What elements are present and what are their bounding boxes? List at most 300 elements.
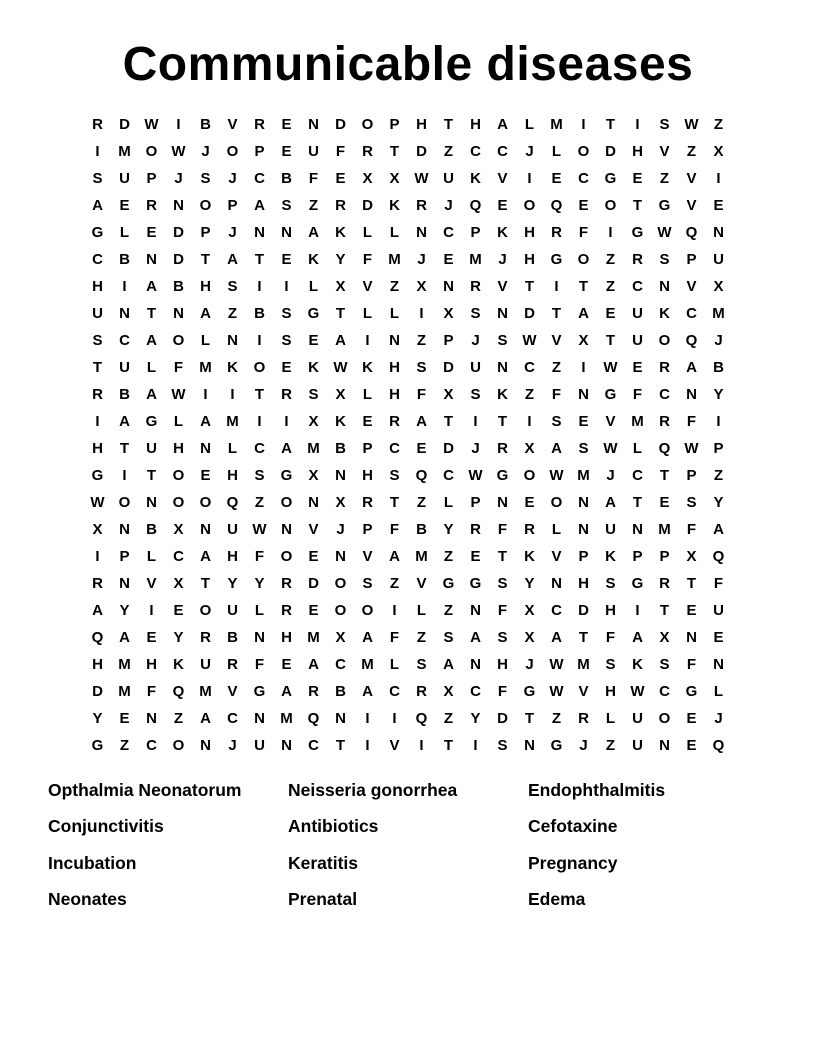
grid-letter: N: [443, 278, 454, 295]
grid-letter: A: [200, 305, 211, 322]
grid-letter: I: [419, 305, 424, 322]
grid-letter: G: [307, 305, 320, 322]
grid-letter: K: [497, 224, 508, 241]
grid-letter: B: [335, 683, 346, 700]
grid-letter: O: [226, 143, 239, 160]
grid-letter: R: [308, 683, 319, 700]
grid-letter: Z: [605, 251, 616, 268]
grid-letter: C: [443, 224, 454, 241]
grid-letter: F: [686, 413, 697, 430]
grid-letter: S: [497, 629, 508, 646]
grid-letter: P: [686, 251, 697, 268]
grid-letter: H: [389, 386, 400, 403]
grid-letter: O: [334, 602, 347, 619]
grid-letter: V: [362, 548, 373, 565]
grid-letter: A: [497, 116, 508, 133]
grid-letter: Y: [254, 575, 265, 592]
grid-letter: U: [308, 143, 319, 160]
grid-letter: P: [200, 224, 211, 241]
grid-letter: F: [578, 224, 589, 241]
grid-letter: P: [119, 548, 130, 565]
grid-letter: Y: [524, 575, 535, 592]
grid-letter: P: [713, 440, 724, 457]
grid-letter: K: [173, 656, 184, 673]
grid-letter: J: [471, 332, 480, 349]
grid-letter: L: [173, 413, 184, 430]
grid-letter: V: [497, 170, 508, 187]
grid-letter: R: [470, 521, 481, 538]
grid-letter: R: [524, 521, 535, 538]
grid-letter: S: [605, 656, 616, 673]
grid-letter: G: [145, 413, 158, 430]
grid-letter: I: [257, 413, 262, 430]
grid-letter: C: [470, 683, 481, 700]
grid-letter: I: [473, 413, 478, 430]
grid-letter: S: [497, 332, 508, 349]
grid-letter: R: [335, 197, 346, 214]
grid-letter: T: [335, 737, 346, 754]
grid-letter: I: [716, 413, 721, 430]
grid-letter: F: [308, 170, 319, 187]
grid-letter: Z: [551, 359, 562, 376]
grid-letter: L: [362, 305, 373, 322]
grid-letter: O: [523, 467, 536, 484]
grid-letter: K: [632, 656, 643, 673]
grid-letter: J: [714, 332, 723, 349]
grid-letter: Y: [713, 494, 724, 511]
grid-letter: M: [415, 548, 428, 565]
grid-letter: P: [578, 548, 589, 565]
grid-letter: P: [470, 224, 481, 241]
grid-letter: A: [146, 386, 157, 403]
grid-letter: L: [308, 278, 319, 295]
grid-letter: J: [228, 737, 237, 754]
word-list-item: Opthalmia Neonatorum: [48, 780, 242, 800]
grid-letter: N: [551, 575, 562, 592]
grid-letter: J: [417, 251, 426, 268]
grid-letter: T: [605, 116, 616, 133]
grid-letter: X: [416, 278, 427, 295]
grid-letter: V: [362, 278, 373, 295]
grid-letter: H: [632, 143, 643, 160]
grid-letter: V: [308, 521, 319, 538]
grid-letter: J: [228, 224, 237, 241]
grid-letter: H: [227, 548, 238, 565]
grid-letter: T: [146, 305, 157, 322]
grid-letter: R: [416, 683, 427, 700]
grid-letter: M: [631, 413, 644, 430]
grid-letter: C: [659, 386, 670, 403]
grid-letter: K: [524, 548, 535, 565]
grid-letter: E: [659, 494, 670, 511]
grid-letter: L: [119, 224, 130, 241]
grid-letter: U: [470, 359, 481, 376]
grid-letter: N: [146, 251, 157, 268]
grid-letter: R: [200, 629, 211, 646]
grid-letter: E: [686, 737, 697, 754]
grid-letter: T: [686, 575, 697, 592]
grid-letter: T: [443, 737, 454, 754]
grid-letter: X: [524, 629, 535, 646]
grid-letter: F: [686, 521, 697, 538]
grid-letter: M: [226, 413, 239, 430]
grid-letter: S: [659, 251, 670, 268]
grid-letter: X: [578, 332, 589, 349]
grid-letter: O: [361, 602, 374, 619]
grid-letter: P: [362, 521, 373, 538]
grid-letter: A: [605, 494, 616, 511]
grid-letter: I: [257, 332, 262, 349]
grid-letter: J: [525, 143, 534, 160]
grid-letter: T: [335, 305, 346, 322]
grid-letter: A: [281, 683, 292, 700]
grid-letter: S: [92, 170, 103, 187]
grid-letter: G: [685, 683, 698, 700]
grid-letter: L: [632, 440, 643, 457]
grid-letter: D: [92, 683, 103, 700]
page-title: Communicable diseases: [122, 38, 694, 91]
grid-letter: I: [284, 278, 289, 295]
grid-letter: O: [280, 548, 293, 565]
grid-letter: M: [388, 251, 401, 268]
grid-letter: N: [497, 305, 508, 322]
grid-letter: V: [605, 413, 616, 430]
grid-letter: Q: [415, 467, 428, 484]
grid-letter: S: [281, 197, 292, 214]
grid-letter: G: [91, 467, 104, 484]
grid-letter: Q: [307, 710, 320, 727]
grid-letter: G: [631, 575, 644, 592]
grid-letter: B: [119, 251, 130, 268]
grid-letter: Q: [172, 683, 185, 700]
grid-letter: V: [227, 116, 238, 133]
grid-letter: E: [146, 629, 157, 646]
grid-letter: N: [200, 521, 211, 538]
grid-letter: V: [686, 278, 697, 295]
grid-letter: W: [90, 494, 105, 511]
grid-letter: E: [119, 710, 130, 727]
grid-letter: I: [608, 224, 613, 241]
grid-letter: N: [713, 656, 724, 673]
grid-letter: T: [254, 386, 265, 403]
grid-letter: O: [172, 737, 185, 754]
grid-letter: K: [335, 413, 346, 430]
grid-letter: D: [173, 251, 184, 268]
grid-letter: A: [443, 656, 454, 673]
grid-letter: Z: [443, 710, 454, 727]
grid-letter: F: [551, 386, 562, 403]
grid-letter: T: [578, 629, 589, 646]
grid-letter: W: [549, 467, 564, 484]
grid-letter: G: [631, 224, 644, 241]
grid-letter: N: [281, 224, 292, 241]
grid-letter: Z: [389, 575, 400, 592]
grid-letter: H: [92, 440, 103, 457]
grid-letter: T: [551, 305, 562, 322]
grid-letter: S: [659, 116, 670, 133]
grid-letter: N: [470, 602, 481, 619]
grid-letter: J: [471, 440, 480, 457]
grid-letter: I: [635, 116, 640, 133]
grid-letter: E: [578, 197, 589, 214]
grid-letter: J: [336, 521, 345, 538]
grid-letter: C: [686, 305, 697, 322]
grid-letter: V: [416, 575, 427, 592]
grid-letter: B: [254, 305, 265, 322]
grid-letter: E: [713, 197, 724, 214]
grid-letter: E: [281, 143, 292, 160]
grid-letter: C: [173, 548, 184, 565]
grid-letter: S: [362, 575, 373, 592]
grid-letter: U: [227, 521, 238, 538]
grid-letter: N: [578, 386, 589, 403]
grid-letter: A: [416, 413, 427, 430]
grid-letter: N: [146, 494, 157, 511]
grid-letter: M: [577, 467, 590, 484]
grid-letter: N: [254, 224, 265, 241]
grid-letter: Y: [119, 602, 130, 619]
grid-letter: X: [335, 386, 346, 403]
grid-letter: F: [632, 386, 643, 403]
grid-letter: T: [200, 251, 211, 268]
grid-letter: U: [200, 656, 211, 673]
grid-letter: N: [389, 332, 400, 349]
grid-letter: A: [227, 251, 238, 268]
grid-letter: Z: [686, 143, 697, 160]
grid-letter: J: [498, 251, 507, 268]
grid-letter: U: [443, 170, 454, 187]
grid-letter: O: [253, 359, 266, 376]
grid-letter: H: [146, 656, 157, 673]
grid-letter: Z: [227, 305, 238, 322]
grid-letter: H: [281, 629, 292, 646]
grid-letter: Z: [713, 467, 724, 484]
grid-letter: K: [659, 305, 670, 322]
grid-letter: P: [146, 170, 157, 187]
grid-letter: L: [362, 224, 373, 241]
grid-letter: F: [497, 683, 508, 700]
grid-letter: I: [122, 467, 127, 484]
grid-letter: L: [200, 332, 211, 349]
grid-letter: G: [496, 467, 509, 484]
grid-letter: J: [228, 170, 237, 187]
grid-letter: S: [470, 305, 481, 322]
grid-letter: C: [92, 251, 103, 268]
grid-letter: N: [524, 737, 535, 754]
grid-letter: P: [443, 332, 454, 349]
grid-letter: X: [335, 494, 346, 511]
grid-letter: C: [659, 683, 670, 700]
grid-letter: V: [551, 548, 562, 565]
grid-letter: A: [362, 629, 373, 646]
grid-letter: N: [713, 224, 724, 241]
grid-letter: E: [200, 467, 211, 484]
grid-letter: X: [308, 413, 319, 430]
grid-letter: A: [578, 305, 589, 322]
grid-letter: M: [307, 629, 320, 646]
grid-letter: U: [713, 602, 724, 619]
grid-letter: V: [497, 278, 508, 295]
grid-letter: I: [554, 278, 559, 295]
grid-letter: X: [713, 278, 724, 295]
word-list-item: Pregnancy: [528, 852, 618, 873]
grid-letter: E: [281, 251, 292, 268]
grid-letter: T: [119, 440, 130, 457]
grid-letter: H: [389, 359, 400, 376]
grid-letter: I: [95, 413, 100, 430]
grid-letter: Z: [551, 710, 562, 727]
grid-letter: H: [605, 683, 616, 700]
grid-letter: G: [658, 197, 671, 214]
grid-letter: E: [281, 656, 292, 673]
word-list: [48, 778, 768, 924]
grid-letter: W: [171, 386, 186, 403]
grid-letter: I: [716, 170, 721, 187]
grid-letter: C: [227, 710, 238, 727]
grid-letter: T: [524, 710, 535, 727]
grid-letter: E: [713, 629, 724, 646]
grid-letter: F: [254, 656, 265, 673]
grid-letter: A: [119, 413, 130, 430]
grid-letter: I: [230, 386, 235, 403]
grid-letter: U: [632, 710, 643, 727]
grid-letter: X: [335, 278, 346, 295]
grid-letter: N: [686, 386, 697, 403]
grid-letter: H: [470, 116, 481, 133]
grid-letter: E: [281, 116, 292, 133]
grid-letter: D: [173, 224, 184, 241]
grid-letter: E: [524, 494, 535, 511]
grid-letter: B: [335, 440, 346, 457]
grid-letter: H: [92, 656, 103, 673]
grid-letter: A: [551, 440, 562, 457]
grid-letter: U: [605, 521, 616, 538]
grid-letter: F: [362, 251, 373, 268]
grid-letter: N: [254, 629, 265, 646]
grid-letter: A: [146, 278, 157, 295]
word-list-item: Incubation: [48, 852, 137, 873]
grid-letter: P: [470, 494, 481, 511]
grid-letter: L: [389, 656, 400, 673]
grid-letter: S: [308, 386, 319, 403]
grid-letter: R: [389, 413, 400, 430]
grid-letter: G: [253, 683, 266, 700]
grid-letter: U: [146, 440, 157, 457]
grid-letter: E: [173, 602, 184, 619]
grid-letter: E: [308, 332, 319, 349]
grid-letter: S: [686, 494, 697, 511]
grid-letter: N: [632, 521, 643, 538]
grid-letter: Q: [712, 737, 725, 754]
grid-letter: L: [416, 602, 427, 619]
grid-letter: E: [497, 197, 508, 214]
grid-letter: U: [227, 602, 238, 619]
grid-letter: I: [122, 278, 127, 295]
grid-letter: Y: [227, 575, 238, 592]
grid-letter: E: [632, 359, 643, 376]
grid-letter: N: [335, 467, 346, 484]
grid-letter: N: [200, 440, 211, 457]
grid-letter: U: [254, 737, 265, 754]
grid-letter: Y: [443, 521, 454, 538]
grid-letter: N: [281, 521, 292, 538]
grid-letter: U: [92, 305, 103, 322]
grid-letter: A: [119, 629, 130, 646]
grid-letter: O: [199, 197, 212, 214]
grid-letter: D: [335, 116, 346, 133]
word-list-item: Antibiotics: [288, 816, 379, 837]
grid-letter: S: [551, 413, 562, 430]
grid-letter: X: [443, 683, 454, 700]
grid-letter: B: [173, 278, 184, 295]
grid-letter: Z: [416, 494, 427, 511]
grid-letter: F: [173, 359, 184, 376]
grid-letter: Q: [415, 710, 428, 727]
grid-letter: D: [443, 359, 454, 376]
grid-letter: N: [119, 521, 130, 538]
grid-letter: W: [603, 440, 618, 457]
grid-letter: X: [335, 629, 346, 646]
grid-letter: R: [578, 710, 589, 727]
grid-letter: A: [308, 656, 319, 673]
grid-letter: N: [335, 710, 346, 727]
grid-letter: T: [389, 494, 400, 511]
grid-letter: R: [362, 143, 373, 160]
grid-letter: N: [281, 737, 292, 754]
grid-letter: C: [254, 440, 265, 457]
grid-letter: O: [118, 494, 131, 511]
grid-letter: L: [362, 386, 373, 403]
grid-letter: E: [416, 440, 427, 457]
grid-letter: H: [200, 278, 211, 295]
grid-letter: N: [416, 224, 427, 241]
grid-letter: M: [199, 683, 212, 700]
grid-letter: I: [95, 548, 100, 565]
grid-letter: X: [308, 467, 319, 484]
grid-letter: A: [362, 683, 373, 700]
word-list-item: Neonates: [48, 889, 127, 910]
grid-letter: X: [686, 548, 697, 565]
grid-letter: G: [604, 170, 617, 187]
grid-letter: C: [632, 278, 643, 295]
grid-letter: W: [657, 224, 672, 241]
grid-letter: X: [389, 170, 400, 187]
grid-letter: U: [119, 170, 130, 187]
grid-letter: V: [227, 683, 238, 700]
grid-letter: S: [281, 305, 292, 322]
grid-letter: C: [524, 359, 535, 376]
grid-letter: X: [713, 143, 724, 160]
grid-letter: R: [92, 116, 103, 133]
grid-letter: Q: [469, 197, 482, 214]
grid-letter: D: [497, 710, 508, 727]
grid-letter: T: [92, 359, 103, 376]
grid-letter: E: [146, 224, 157, 241]
grid-letter: V: [146, 575, 157, 592]
grid-letter: L: [389, 224, 400, 241]
grid-letter: S: [281, 332, 292, 349]
grid-letter: I: [527, 413, 532, 430]
grid-letter: T: [632, 197, 643, 214]
grid-letter: B: [200, 116, 211, 133]
grid-letter: F: [497, 602, 508, 619]
grid-letter: W: [468, 467, 483, 484]
grid-letter: Q: [658, 440, 671, 457]
grid-letter: S: [443, 629, 454, 646]
grid-letter: W: [333, 359, 348, 376]
grid-letter: T: [659, 602, 670, 619]
grid-letter: A: [389, 548, 400, 565]
